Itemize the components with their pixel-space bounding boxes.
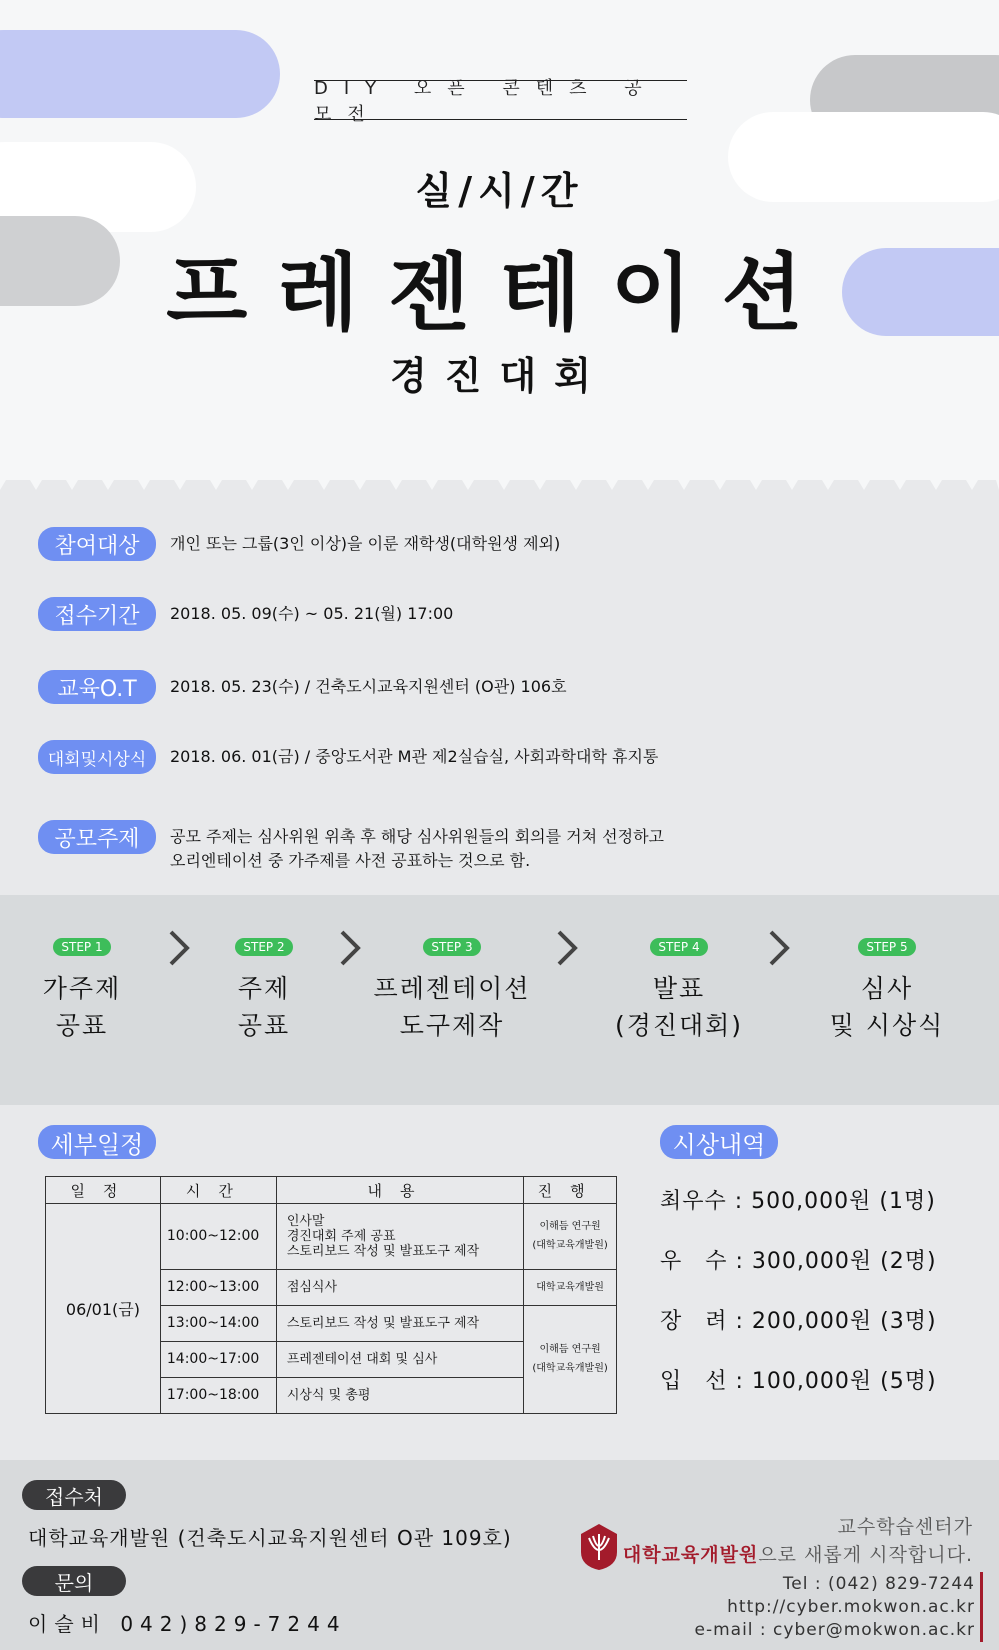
title-presentation: 프레젠테이션 bbox=[166, 244, 833, 342]
contact-divider bbox=[980, 1572, 983, 1642]
info-topic-line2: 오리엔테이션 중 가주제를 사전 공표하는 것으로 함. bbox=[170, 851, 531, 870]
tag-topic: 공모주제 bbox=[38, 820, 156, 854]
slogan-rest: 으로 새롭게 시작합니다. bbox=[758, 1544, 973, 1566]
step-1 bbox=[22, 936, 142, 1044]
col-header-date: 일정 bbox=[46, 1177, 161, 1204]
step-label-line: 가주제 bbox=[42, 974, 122, 1003]
content-cell bbox=[276, 1204, 523, 1270]
col-header-content: 내용 bbox=[276, 1177, 523, 1204]
info-ot-text: 2018. 05. 23(수) / 건축도시교육지원센터 (O관) 106호 bbox=[170, 677, 567, 696]
info-topic-line1: 공모 주제는 심사위원 위촉 후 해당 심사위원들의 회의를 거쳐 선정하고 bbox=[170, 827, 664, 846]
decor-pill bbox=[0, 30, 280, 118]
zigzag-divider bbox=[0, 450, 999, 490]
step-2 bbox=[204, 936, 324, 1044]
step-label-line: 도구제작 bbox=[399, 1011, 505, 1040]
step-label bbox=[362, 970, 542, 1044]
time-cell: 13:00~14:00 bbox=[160, 1305, 276, 1341]
info-row-participants bbox=[38, 527, 560, 561]
chevron-right-icon bbox=[553, 928, 581, 968]
content-cell: 스토리보드 작성 및 발표도구 제작 bbox=[276, 1305, 523, 1341]
schedule-table bbox=[45, 1176, 617, 1414]
table-row bbox=[46, 1204, 617, 1270]
title-contest: 경진대회 bbox=[390, 354, 609, 398]
step-5 bbox=[812, 936, 962, 1044]
step-badge: STEP 3 bbox=[423, 938, 480, 956]
award-item: 장 려 : 200,000원 (3명) bbox=[660, 1309, 937, 1334]
inquiry-text: 이슬비 042)829-7244 bbox=[28, 1612, 347, 1636]
info-topic-text bbox=[170, 820, 664, 873]
lead-cell bbox=[524, 1204, 617, 1270]
tag-participants: 참여대상 bbox=[38, 527, 156, 561]
award-item: 입 선 : 100,000원 (5명) bbox=[660, 1369, 937, 1394]
lead-line: 이해듬 연구원 bbox=[539, 1221, 601, 1233]
step-label bbox=[204, 970, 324, 1044]
contact-tel[interactable]: Tel : (042) 829-7244 bbox=[782, 1574, 975, 1594]
chevron-right-icon bbox=[336, 928, 364, 968]
info-row-topic bbox=[38, 820, 664, 873]
lead-cell: 대학교육개발원 bbox=[524, 1269, 617, 1305]
slogan-brand: 대학교육개발원 bbox=[622, 1544, 759, 1566]
step-label-line: 발표 bbox=[652, 974, 706, 1003]
step-badge: STEP 5 bbox=[858, 938, 915, 956]
tag-awards: 시상내역 bbox=[660, 1125, 778, 1159]
award-item: 우 수 : 300,000원 (2명) bbox=[660, 1249, 937, 1274]
content-line: 스토리보드 작성 및 발표도구 제작 bbox=[286, 1243, 480, 1259]
chevron-right-icon bbox=[765, 928, 793, 968]
center-name: 교수학습센터가 bbox=[837, 1516, 973, 1538]
contact-url[interactable]: http://cyber.mokwon.ac.kr bbox=[727, 1597, 975, 1617]
col-header-lead: 진행 bbox=[524, 1177, 617, 1204]
tag-reception: 접수처 bbox=[22, 1480, 126, 1510]
info-row-period bbox=[38, 597, 453, 631]
time-cell: 12:00~13:00 bbox=[160, 1269, 276, 1305]
info-row-ceremony bbox=[38, 740, 658, 774]
content-line: 인사말 bbox=[286, 1213, 325, 1229]
step-label-line: 공표 bbox=[237, 1011, 291, 1040]
step-badge: STEP 2 bbox=[235, 938, 292, 956]
step-label-line: 및 시상식 bbox=[829, 1011, 945, 1040]
content-cell: 점심식사 bbox=[276, 1269, 523, 1305]
step-label-line: 주제 bbox=[237, 974, 291, 1003]
title-realtime: 실/시/간 bbox=[415, 169, 584, 213]
chevron-right-icon bbox=[165, 928, 193, 968]
reception-text: 대학교육개발원 (건축도시교육지원센터 O관 109호) bbox=[28, 1526, 512, 1550]
info-row-ot bbox=[38, 670, 567, 704]
step-label-line: 공표 bbox=[55, 1011, 109, 1040]
step-label-line: 프레젠테이션 bbox=[373, 974, 531, 1003]
award-item: 최우수 : 500,000원 (1명) bbox=[660, 1189, 936, 1214]
lead-line: (대학교육개발원) bbox=[532, 1240, 608, 1252]
time-cell: 14:00~17:00 bbox=[160, 1341, 276, 1377]
info-ceremony-text: 2018. 06. 01(금) / 중앙도서관 M관 제2실습실, 사회과학대학 휴지통 bbox=[170, 747, 659, 766]
step-badge: STEP 1 bbox=[53, 938, 110, 956]
slogan bbox=[623, 1540, 973, 1567]
university-emblem-icon bbox=[577, 1522, 621, 1572]
time-cell: 17:00~18:00 bbox=[160, 1377, 276, 1413]
date-cell: 06/01(금) bbox=[46, 1204, 161, 1414]
contact-email[interactable]: e-mail : cyber@mokwon.ac.kr bbox=[694, 1620, 975, 1640]
table-header-row bbox=[46, 1177, 617, 1204]
contest-subtitle: DIY 오픈 콘텐츠 공모전 bbox=[314, 80, 687, 120]
content-cell: 시상식 및 총평 bbox=[276, 1377, 523, 1413]
info-period-text: 2018. 05. 09(수) ~ 05. 21(월) 17:00 bbox=[170, 604, 454, 623]
content-cell: 프레젠테이션 대회 및 심사 bbox=[276, 1341, 523, 1377]
tag-ot: 교육O.T bbox=[38, 670, 156, 704]
info-participants-text: 개인 또는 그룹(3인 이상)을 이룬 재학생(대학원생 제외) bbox=[170, 534, 561, 553]
step-3 bbox=[362, 936, 542, 1044]
tag-schedule: 세부일정 bbox=[38, 1125, 156, 1159]
step-4 bbox=[604, 936, 754, 1044]
lead-cell bbox=[524, 1305, 617, 1413]
time-cell: 10:00~12:00 bbox=[160, 1204, 276, 1270]
step-label-line: 심사 bbox=[860, 974, 914, 1003]
step-label bbox=[22, 970, 142, 1044]
content-line: 경진대회 주제 공표 bbox=[286, 1228, 396, 1244]
tag-period: 접수기간 bbox=[38, 597, 156, 631]
step-label-line: (경진대회) bbox=[614, 1011, 744, 1040]
lead-line: (대학교육개발원) bbox=[532, 1363, 608, 1375]
lead-line: 이해듬 연구원 bbox=[539, 1344, 601, 1356]
hero-section bbox=[0, 0, 999, 480]
step-label bbox=[812, 970, 962, 1044]
col-header-time: 시간 bbox=[160, 1177, 276, 1204]
tag-inquiry: 문의 bbox=[22, 1566, 126, 1596]
tag-ceremony: 대회및시상식 bbox=[38, 740, 156, 774]
step-badge: STEP 4 bbox=[650, 938, 707, 956]
step-label bbox=[604, 970, 754, 1044]
